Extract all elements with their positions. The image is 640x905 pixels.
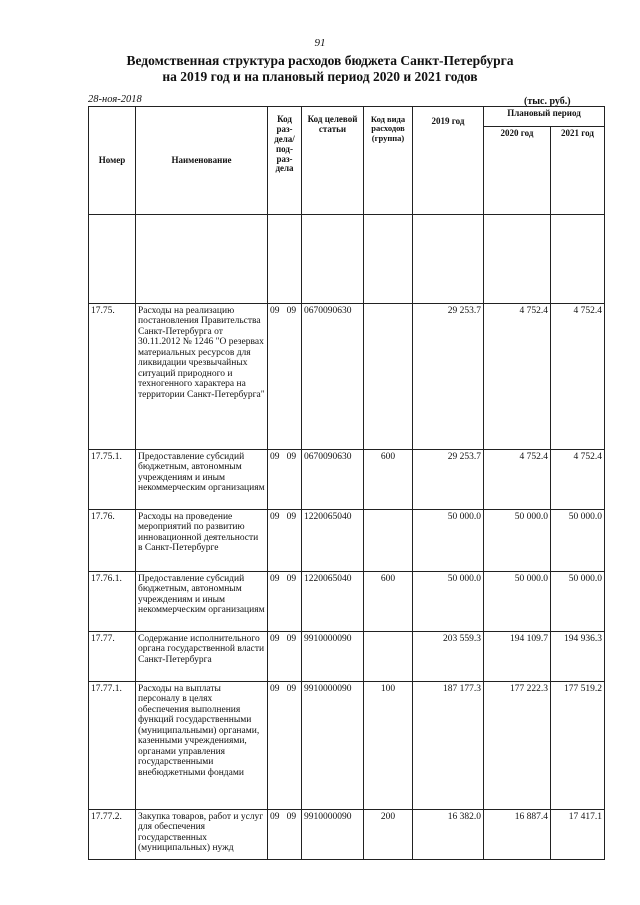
row-kind-code: 100 — [364, 682, 413, 810]
row-target-code: 1220065040 — [302, 510, 364, 572]
header-planned-period: Плановый период — [484, 107, 605, 127]
row-kind-code: 600 — [364, 572, 413, 632]
row-name: Расходы на реализацию постановления Правительства Санкт-Петербурга от 30.11.2012 № 1246 "О резервах материальных ресурсов для ликвидации чрезвычайных ситуаций природного и техногенного характера на территории Санкт-Петербурга" — [136, 304, 268, 450]
budget-table — [88, 106, 605, 860]
header-2021: 2021 год — [551, 127, 605, 215]
row-value-2020: 50 000.0 — [484, 572, 551, 632]
row-value-2020: 4 752.4 — [484, 304, 551, 450]
row-value-2019: 29 253.7 — [413, 450, 484, 510]
row-value-2020: 50 000.0 — [484, 510, 551, 572]
row-value-2021: 50 000.0 — [551, 572, 605, 632]
row-value-2020: 194 109.7 — [484, 632, 551, 682]
table-row — [89, 510, 605, 572]
row-value-2021: 50 000.0 — [551, 510, 605, 572]
row-value-2019: 16 382.0 — [413, 810, 484, 860]
header-2019: 2019 год — [413, 107, 484, 215]
row-section-code: 09 09 — [268, 450, 302, 510]
table-row — [89, 810, 605, 860]
row-kind-code: 600 — [364, 450, 413, 510]
table-row — [89, 304, 605, 450]
row-value-2019: 50 000.0 — [413, 572, 484, 632]
row-kind-code — [364, 304, 413, 450]
row-value-2020: 16 887.4 — [484, 810, 551, 860]
row-value-2020: 177 222.3 — [484, 682, 551, 810]
row-value-2019: 187 177.3 — [413, 682, 484, 810]
table-row — [89, 572, 605, 632]
row-name: Содержание исполнительного органа государственной власти Санкт-Петербурга — [136, 632, 268, 682]
row-name: Предоставление субсидий бюджетным, автономным учреждениям и иным некоммерческим организациям — [136, 572, 268, 632]
row-number: 17.75.1. — [89, 450, 136, 510]
row-target-code: 0670090630 — [302, 450, 364, 510]
row-target-code: 9910000090 — [302, 682, 364, 810]
row-name: Расходы на проведение мероприятий по развитию инновационной деятельности в Санкт-Петербурге — [136, 510, 268, 572]
row-value-2021: 194 936.3 — [551, 632, 605, 682]
row-target-code: 9910000090 — [302, 632, 364, 682]
row-target-code: 9910000090 — [302, 810, 364, 860]
row-value-2021: 4 752.4 — [551, 304, 605, 450]
document-title-line2: на 2019 год и на плановый период 2020 и 2021 годов — [162, 69, 478, 84]
row-section-code: 09 09 — [268, 682, 302, 810]
row-value-2020: 4 752.4 — [484, 450, 551, 510]
header-2020: 2020 год — [484, 127, 551, 215]
header-target-code: Код целевой статьи — [302, 107, 364, 215]
row-target-code: 1220065040 — [302, 572, 364, 632]
row-number: 17.77. — [89, 632, 136, 682]
row-target-code: 0670090630 — [302, 304, 364, 450]
row-section-code: 09 09 — [268, 810, 302, 860]
row-value-2021: 177 519.2 — [551, 682, 605, 810]
row-kind-code — [364, 510, 413, 572]
row-kind-code — [364, 632, 413, 682]
row-number: 17.76. — [89, 510, 136, 572]
row-number: 17.75. — [89, 304, 136, 450]
table-row — [89, 632, 605, 682]
header-number: Номер — [89, 107, 136, 215]
row-value-2019: 29 253.7 — [413, 304, 484, 450]
row-section-code: 09 09 — [268, 510, 302, 572]
row-number: 17.77.1. — [89, 682, 136, 810]
row-section-code: 09 09 — [268, 304, 302, 450]
document-title-line1: Ведомственная структура расходов бюджета Санкт-Петербурга — [126, 53, 514, 68]
row-kind-code: 200 — [364, 810, 413, 860]
document-date: 28-ноя-2018 — [88, 94, 142, 105]
page-number: 91 — [314, 37, 326, 49]
spacer-row — [89, 215, 605, 304]
row-name: Предоставление субсидий бюджетным, автономным учреждениям и иным некоммерческим организациям — [136, 450, 268, 510]
row-name: Расходы на выплаты персоналу в целях обеспечения выполнения функций государственными (муниципальными) органами, казенными учреждениями, органами управления государственными внебюджетными фондами — [136, 682, 268, 810]
row-section-code: 09 09 — [268, 572, 302, 632]
header-kind-code: Код вида расходов (группа) — [364, 107, 413, 215]
row-section-code: 09 09 — [268, 632, 302, 682]
units-label: (тыс. руб.) — [524, 96, 571, 107]
header-section-code: Код раз- дела/ под- раз- дела — [268, 107, 302, 215]
table-row — [89, 450, 605, 510]
row-name: Закупка товаров, работ и услуг для обеспечения государственных (муниципальных) нужд — [136, 810, 268, 860]
row-value-2019: 50 000.0 — [413, 510, 484, 572]
header-name: Наименование — [136, 107, 268, 215]
row-number: 17.77.2. — [89, 810, 136, 860]
row-number: 17.76.1. — [89, 572, 136, 632]
table-row — [89, 682, 605, 810]
row-value-2019: 203 559.3 — [413, 632, 484, 682]
row-value-2021: 17 417.1 — [551, 810, 605, 860]
row-value-2021: 4 752.4 — [551, 450, 605, 510]
